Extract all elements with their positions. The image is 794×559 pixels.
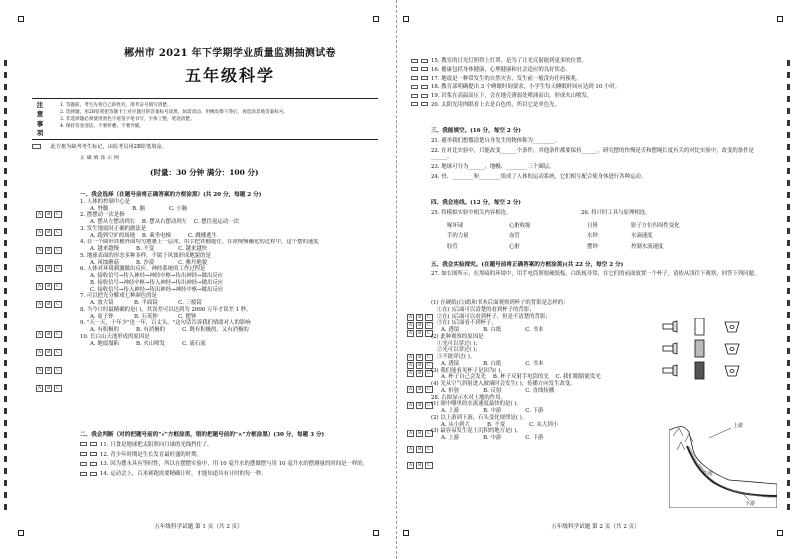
q28-sub1: (1) 图中哪里的水流速度最快的是( )。 <box>431 401 522 408</box>
true-checkbox[interactable] <box>411 59 418 63</box>
judge-item-11: 11. 月食是地球把太阳照向月球的光线挡住了。 <box>100 441 213 448</box>
question-7: 7. 可以把光分解成七种颜色的是 <box>80 293 157 300</box>
match-item[interactable]: 摆钟 <box>587 243 598 250</box>
question-10: 10. 长白山天池形成的原因是 <box>80 333 150 340</box>
section-2-part-1 <box>80 432 380 478</box>
judge-item-14: 14. 运动会上，百米赛跑需要精确计时，才能知道具有计时的每一秒。 <box>100 471 267 478</box>
false-checkbox[interactable] <box>90 442 97 446</box>
registration-mark <box>777 16 783 22</box>
section-4-heading: 四、我会连线。(12 分，每空 2 分) <box>431 200 521 206</box>
match-25-left <box>447 221 469 252</box>
true-checkbox[interactable] <box>411 94 418 98</box>
judge-item-13: 13. 因为摆永具有等时性，所以在摆摆实验中，用 10 毫升水的摆做摆与用 10 毫升水的摆测量的时间是一样的。 <box>100 461 369 468</box>
judge-item-17: 17. 地震是一种常发生的自然灾害，发生前一般没有任何预兆。 <box>431 75 582 82</box>
river-figure <box>669 420 777 508</box>
section-5-heading: 五、我会实验探究。(在题号前将正确答案的方框涂黑)(共 22 分，每空 2 分) <box>431 262 624 268</box>
q27-sub4: (4) 光从空气斜射进入玻璃时会发生( )，传播方向发生改变。 <box>431 381 576 387</box>
question-2: 2. 摆摆动一次是指 <box>80 212 125 219</box>
timing-marks <box>4 60 7 520</box>
match-item[interactable]: 水滴速度 <box>631 233 653 240</box>
question-1-options: A. 脊髓 B. 脑 C. 小脑 <box>90 205 187 212</box>
fill-item-21: 21. 避举我们想傲清楚自身发生的物体称为________。 <box>431 137 560 144</box>
false-checkbox[interactable] <box>421 94 428 98</box>
question-8: 8. 当今计时最精确的是( )，其误差可以达到为 2000 万年才误差 1 秒。 <box>80 306 252 313</box>
true-checkbox[interactable] <box>80 442 87 446</box>
true-checkbox[interactable] <box>80 472 87 476</box>
question-7-options: A. 放大镜 B. 平面镜 C. 三棱镜 <box>90 300 202 307</box>
question-6: 6. 人体对环境刺激做出反应，神经系统的工作过程是 <box>80 266 206 273</box>
match-item[interactable]: 心脏收缩 <box>509 223 531 229</box>
absent-mark-text: 此方框为缺考考生标记，由监考员用2B铅笔填涂。 <box>50 144 167 150</box>
question-8-options: A. 原子钟 B. 石英钟 C. 摆钟 <box>90 313 197 320</box>
section-3 <box>431 128 771 181</box>
question-1: 1. 人体的控制中心是 <box>80 198 130 205</box>
notice-box <box>32 98 378 140</box>
judge-item-20: 20. 太阳光用肉眼看上去是白色的，所以它是单色光。 <box>431 101 560 108</box>
true-checkbox[interactable] <box>80 452 87 456</box>
q27-sub2-options: A. 透镜 B. 白纸 C. 书本 <box>441 360 544 367</box>
q28-sub1-options: A. 上游 B. 中游 C. 下游 <box>441 408 544 414</box>
match-item[interactable]: 手的力量 <box>447 233 469 240</box>
q27-sub1-item: ①在( )后面可以清楚的看到杯子的背影； <box>437 306 535 313</box>
false-checkbox[interactable] <box>421 102 428 106</box>
match-item[interactable]: 控制水流速度 <box>631 243 664 250</box>
q28-sub2-options: A. 从小到大 B. 不变 C. 从大到小 <box>441 421 559 428</box>
fill-item-23: 23. 地球可分为______，地幔、________三个圈层。 <box>431 164 555 171</box>
question-6-options: A. 接收信号→传入神经→神经中枢→传出神经→做出反应 B. 接收信号→神经中枢→传入神经→传出神经→做出反应 C. 接收信号→传入神经→传出神经→神经中枢→做出反应 <box>90 273 224 293</box>
q27-sub2-item: ③不能穿过( )。 <box>437 354 476 360</box>
q27-sub2-item: ①光可以穿过( )； <box>437 340 481 347</box>
notice-item: 2. 选择题，用2B铅笔把答题卡上对应题目的答案标号涂黑，如需改动，用橡皮擦干净后，再选涂其他答案标号。 <box>60 110 289 116</box>
match-26-heading: 26. 将计时工具与原理相连。 <box>581 210 651 216</box>
screen-icon <box>695 318 704 379</box>
notice-item: 3. 非选择题必须使用黑色字迹签字笔书写，字体工整，笔迹清楚。 <box>60 117 195 123</box>
match-item[interactable]: 日晷 <box>587 223 598 229</box>
registration-mark <box>403 16 409 22</box>
notice-list <box>60 102 288 130</box>
q27-sub3: (3) 我们能看见杯子是因为( )。 <box>431 367 506 374</box>
flashlight-icon <box>663 321 677 376</box>
flashlight-experiment-figure <box>661 318 761 388</box>
match-item[interactable]: 影子方位四周性变化 <box>631 223 680 229</box>
judge-item-15: 15. 教室的日光灯照得上灯罩，是为了让光反射能到更多的位置。 <box>431 58 587 64</box>
question-27-intro: 27. 如右图所示，在黑暗的环境中，用手电筒照射硬纸板，白纸板非常，在它们的前面放置一个杯子，请依从浅往下观察，回答下列问题。 <box>431 270 760 277</box>
section-3-heading: 三、我能填空。(16 分，每空 2 分) <box>431 128 521 134</box>
match-item[interactable]: 心脏 <box>509 243 520 250</box>
false-checkbox[interactable] <box>90 462 97 466</box>
q27-sub1: (1) 在硬纸(白)纸和书本后面观察到杯子的背影是怎样的： <box>431 300 569 306</box>
judge-item-19: 19. 岩浆在高温高压下，会在地壳薄弱处喷涌而出，形成火山喷发。 <box>431 93 593 99</box>
question-9-options: A. 有积极的 B. 有消极的 C. 既有积极的，又有消极的 <box>90 327 249 334</box>
true-checkbox[interactable] <box>411 76 418 80</box>
timing-marks <box>787 60 790 520</box>
fill-sample-label: 正确填涂示例 <box>80 156 121 161</box>
section-1 <box>80 192 380 347</box>
false-checkbox[interactable] <box>90 452 97 456</box>
midstream-label: 中游 <box>703 471 714 477</box>
judge-item-12: 12. 青少年时期是生长发育最旺盛的时期。 <box>100 451 202 458</box>
q27-sub1-options: A. 透镜 B. 白纸 C. 书本 <box>441 327 544 333</box>
fill-item-22: 22. 在对比实验中，只能改变______个条件，其他条件都要保持______，研究摆的快慢是否和摆绳长度有关的对比实验中，改变的条件是______。 <box>431 147 754 161</box>
question-3: 3. 发生地震时正确的做法是 <box>80 225 147 232</box>
match-25-heading: 25. 将模拟实验中相关内容相连。 <box>431 210 512 216</box>
answer-bubbles-col: A B C A B C A B C A B C A B C A B C A B C A B C A B C A B C A B C <box>409 315 431 468</box>
q27-sub2-item: ②光可以穿过( )； <box>437 347 481 354</box>
upstream-label: 上游 <box>733 423 744 429</box>
match-item[interactable]: 水钟 <box>587 233 598 240</box>
question-28: 28. 右图显示水对土地的作用。 <box>431 394 506 401</box>
q28-sub3: (3) 最容易发生泥土沉积的地方是( )。 <box>431 428 522 435</box>
question-5-options: A. 风蚀蘑菇 B. 沙漠 C. 雅丹地貌 <box>90 259 208 266</box>
absent-mark-row <box>32 144 167 151</box>
question-4-options: A. 越来越慢 B. 不变 C. 越来越快 <box>90 246 208 253</box>
question-27 <box>431 300 661 442</box>
q28-sub3-options: A. 上游 B. 中游 C. 下游 <box>441 435 544 441</box>
exam-title: 郴州市 2021 年下学期学业质量监测抽测试卷 <box>124 48 336 59</box>
question-5: 5. 地球表面的形态多种多样，不属于风蚀形成地貌的是 <box>80 252 211 259</box>
section-1-heading: 一、我会选择（在题号前将正确答案的方框涂黑）(共 20 分，每题 2 分) <box>80 192 262 198</box>
false-checkbox[interactable] <box>421 59 428 63</box>
question-2-options: A. 摆从左摆动到右 B. 摆从右摆动到左 C. 摆往返运动一次 <box>90 219 239 226</box>
match-item[interactable]: 胶管 <box>447 243 458 250</box>
false-checkbox[interactable] <box>421 76 428 80</box>
page-2-footer: 五年级科学试题 第 2 页（共 2 页） <box>551 524 640 530</box>
match-item[interactable]: 啄坏球 <box>447 223 464 229</box>
answer-bubbles-col: A B C A B C A B C A B C A B C A B C A B C A B C A B C A B C <box>38 212 60 391</box>
fill-item-24: 24. 骨、________和________组成了人体的运动系统，它们相互配合使身体进行各种运动。 <box>431 173 647 180</box>
notice-item: 4. 保持答卷清洁，不要折叠、不要弄破。 <box>60 124 144 130</box>
page-2 <box>397 0 794 559</box>
question-10-options: A. 地震塌陷 B. 火山喷发 C. 流石流 <box>90 340 206 347</box>
section-4 <box>431 200 771 216</box>
time-score-line: (时量：30 分钟 满分：100 分) <box>150 168 259 177</box>
notice-item: 1. 答题前，考生先将自己的姓名、准考证号填写清楚。 <box>60 103 172 108</box>
registration-mark <box>18 16 24 22</box>
section-2-part-2 <box>411 58 771 111</box>
true-checkbox[interactable] <box>411 85 418 89</box>
match-26-left <box>587 221 598 252</box>
question-3-options: A. 跑到空旷的场地 B. 乘坐电梯 C. 跳楼逃生 <box>90 232 217 239</box>
q27-sub1-item: ②在( )后面可以看到杯子，但是不清楚的背影； <box>437 313 551 320</box>
true-checkbox[interactable] <box>80 462 87 466</box>
q28-sub2: (2) 以上游到下游，石头变化规律是( )。 <box>431 414 528 421</box>
false-checkbox[interactable] <box>421 85 428 89</box>
match-item[interactable]: 血管 <box>509 233 520 240</box>
q27-sub4-options: A. 折射 B. 反射 C. 直线传播 <box>441 387 555 394</box>
notice-label: 注 意 事 项 <box>36 101 44 138</box>
absent-checkbox[interactable] <box>32 144 41 149</box>
page-1-footer: 五年级科学试题 第 1 页（共 2 页） <box>154 524 243 530</box>
q27-sub2: (2) 此种观察的原因是 <box>431 333 484 340</box>
true-checkbox[interactable] <box>411 67 418 71</box>
question-9: 9. "天一天，十年少"也一年，百丈头。"这句话告诉我们情绪对人的影响 <box>80 320 251 327</box>
q27-sub3-options: A. 杯子自己会发光 B. 杯子反射手电筒的光 C. 我们眼睛能发光 <box>441 374 601 381</box>
match-25-right <box>509 221 531 252</box>
judge-item-16: 16. 健康包括身体健康，心理健康和社会适应的良好状态。 <box>431 66 571 73</box>
judge-item-18: 18. 教育部明确提出 3 个睡眠时间要求，小学生每天睡眠时间应达到 10 小时。 <box>431 84 621 91</box>
q27-sub1-item: ③在( )后面看不到杯子。 <box>437 320 497 327</box>
false-checkbox[interactable] <box>90 472 97 476</box>
match-26-right <box>631 221 680 252</box>
section-5 <box>431 262 771 278</box>
subject-title: 五年级科学 <box>184 66 275 85</box>
question-4: 4. 在一个圆形铁桶外面均匀地裹上一层冰，用手把铁桶抱住。在冰慢慢融化的过程中，这个摆的速度 <box>80 239 319 246</box>
downstream-label: 下游 <box>745 501 756 507</box>
false-checkbox[interactable] <box>421 67 428 71</box>
true-checkbox[interactable] <box>411 102 418 106</box>
section-2-heading: 二、我会判断（对的把题号前的"√"方框涂黑，错的把题号前的"×"方框涂黑）(30 分，每题 3 分) <box>80 432 325 438</box>
cup-icon <box>725 322 739 376</box>
registration-mark <box>373 16 379 22</box>
